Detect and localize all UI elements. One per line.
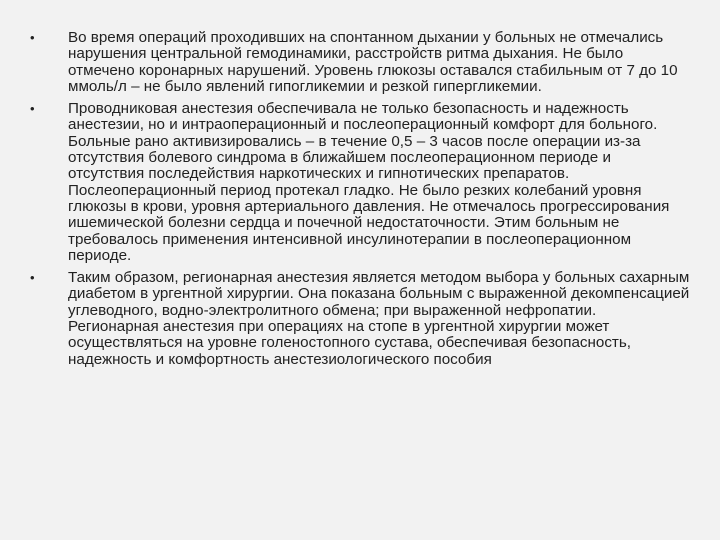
- bullet-text-3: Таким образом, регионарная анестезия является методом выбора у больных сахарным диабетом в ургентной хирургии. Она показана больным с выраженной декомпенсацией углеводного, водно-электролитного обмена; при выраженной нефропатии. Регионарная анестезия при операциях на стопе в ургентной хирургии может осуществляться на уровне голеностопного сустава, обеспечивая безопасность, надежность и комфортность анестезиологического пособия: [68, 269, 690, 368]
- bullet-list: [30, 30, 690, 368]
- bullet-item-3: [30, 270, 690, 368]
- bullet-icon: •: [30, 270, 35, 286]
- bullet-text-1: Во время операций проходивших на спонтанном дыхании у больных не отмечались нарушения центральной гемодинамики, расстройств ритма дыхания. Не было отмечено коронарных нарушений. Уровень глюкозы оставался стабильным от 7 до 10 ммоль/л – не было явлений гипогликемии и резкой гипергликемии.: [68, 29, 678, 95]
- bullet-icon: •: [30, 30, 35, 45]
- bullet-item-1: [30, 30, 690, 95]
- bullet-icon: •: [30, 101, 35, 117]
- bullet-item-2: [30, 101, 690, 264]
- bullet-text-2: Проводниковая анестезия обеспечивала не только безопасность и надежность анестезии, но и интраоперационный и послеоперационный комфорт для больного. Больные рано активизировались – в течение 0,5 – 3 часов после операции из-за отсутствия болевого синдрома в ближайшем послеоперационном периоде и отсутствия последействия наркотических и гипнотических препаратов. Послеоперационный период протекал гладко. Не было резких колебаний уровня глюкозы в крови, уровня артериального давления. Не отмечалось прогрессирования ишемической болезни сердца и почечной недостаточности. Этим больным не требовалось применения интенсивной инсулинотерапии в послеоперационном периоде.: [68, 100, 670, 264]
